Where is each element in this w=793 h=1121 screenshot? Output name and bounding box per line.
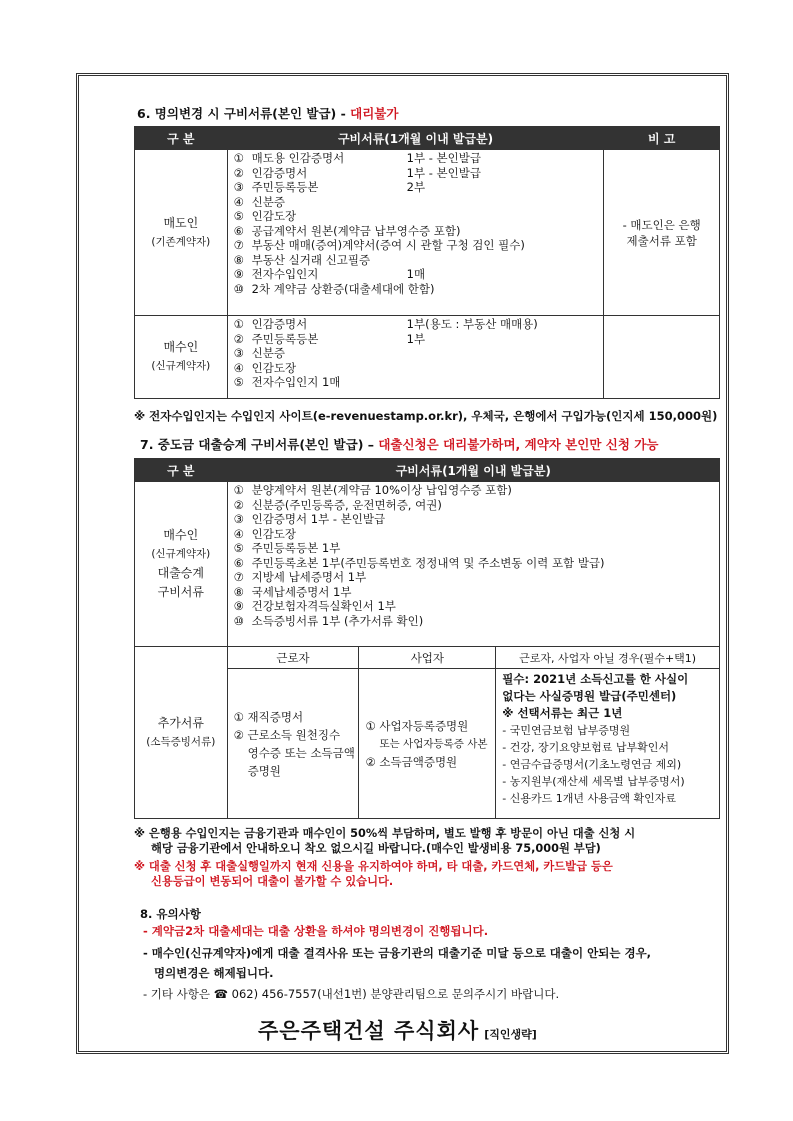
extra-label-cell	[135, 647, 228, 819]
notice-line3: 명의변경은 해제됩니다.	[154, 966, 274, 980]
list-item	[234, 267, 604, 282]
table-row-extra-header	[135, 647, 720, 669]
section-6-title	[137, 104, 398, 122]
section-7-table	[134, 458, 720, 819]
list-item	[234, 166, 604, 181]
header-remarks: 비 고	[604, 127, 720, 150]
other-doc-5: - 신용카드 1개년 사용금액 확인자료	[502, 792, 676, 805]
other-optional-title: ※ 선택서류는 최근 1년	[502, 706, 623, 720]
loan-buyer-label-4: 구비서류	[157, 585, 204, 599]
bank-stamp-note-line2: 해당 금융기관에서 안내하오니 착오 없으시길 바랍니다.(매수인 발생비용 75,000원 부담)	[151, 842, 601, 855]
list-item	[234, 238, 604, 253]
item-name: 인감증명서	[251, 165, 308, 180]
item-number: ⑤	[233, 375, 244, 389]
item-number: ④	[233, 194, 244, 209]
col-header-business: 사업자	[359, 647, 496, 669]
business-doc-2: ② 소득금액증명원	[365, 754, 458, 769]
business-doc-1: ① 사업자등록증명원	[365, 718, 469, 733]
buyer-label: 매수인	[163, 340, 199, 354]
item-quantity: 1부 - 본인발급	[406, 151, 481, 165]
item-name: 인감도장	[251, 526, 297, 541]
list-item	[234, 585, 719, 600]
item-name: 인감증명서 1부 - 본인발급	[251, 512, 386, 526]
seller-label: 매도인	[163, 215, 199, 230]
item-number: ②	[233, 497, 244, 512]
item-name: 공급계약서 원본(계약금 납부영수증 포함)	[251, 223, 461, 238]
list-item	[234, 498, 719, 513]
seller-remark-cell	[604, 150, 720, 316]
list-item	[234, 282, 604, 297]
list-item	[234, 483, 719, 498]
footer	[258, 1015, 537, 1045]
item-number: ②	[233, 165, 244, 180]
buyer-sub-label: (신규계약자)	[151, 360, 211, 372]
item-quantity: 1부	[406, 331, 426, 346]
item-name: 인감도장	[251, 360, 297, 375]
other-doc-4: - 농지원부(재산세 세목별 납부증명서)	[502, 775, 685, 788]
other-required-1: 필수: 2021년 소득신고를 한 사실이	[502, 672, 689, 686]
list-item	[234, 570, 719, 585]
item-number: ⑨	[233, 599, 244, 613]
worker-doc-2: ② 근로소득 원천징수	[233, 727, 341, 742]
buyer-document-list	[228, 316, 604, 391]
item-number: ⑧	[233, 252, 244, 267]
list-item	[234, 195, 604, 210]
bank-stamp-note-line1: ※ 은행용 수입인지는 금융기관과 매수인이 50%씩 부담하며, 별도 발행 후 방문이 아닌 대출 신청 시	[134, 827, 636, 840]
item-name: 부동산 매매(증여)계약서(증여 시 관할 구청 검인 필수)	[251, 238, 525, 252]
buyer-label-cell	[135, 316, 228, 399]
item-number: ①	[233, 317, 244, 331]
worker-documents-cell	[227, 669, 359, 819]
item-name: 건강보험자격득실확인서 1부	[251, 599, 396, 613]
list-item	[234, 151, 604, 166]
section-6-title-text: 6. 명의변경 시 구비서류(본인 발급) -	[137, 106, 351, 121]
section-6-table	[134, 126, 720, 399]
item-name: 국세납세증명서 1부	[251, 584, 352, 599]
item-number: ②	[233, 331, 244, 346]
list-item	[234, 527, 719, 542]
business-documents-cell	[359, 669, 496, 819]
worker-doc-2b: 영수증 또는 소득금액	[247, 745, 355, 760]
list-item	[234, 180, 604, 195]
item-number: ⑨	[233, 267, 244, 281]
item-number: ⑥	[233, 555, 244, 570]
item-number: ⑧	[233, 584, 244, 599]
seller-documents-cell	[227, 150, 604, 316]
item-quantity: 1부(용도 : 부동산 매매용)	[406, 317, 538, 331]
notice-line1: - 계약금2차 대출세대는 대출 상환을 하셔야 명의변경이 진행됩니다.	[143, 924, 489, 938]
item-number: ③	[233, 180, 244, 194]
item-name: 인감도장	[251, 209, 297, 223]
item-number: ⑩	[233, 281, 244, 296]
item-name: 매도용 인감증명서	[251, 151, 345, 165]
item-name: 신분증	[251, 194, 285, 209]
item-name: 신분증(주민등록증, 운전면허증, 여권)	[251, 497, 442, 512]
notice-line2: - 매수인(신규계약자)에게 대출 결격사유 또는 금융기관의 대출기준 미달 등으로 대출이 안되는 경우,	[143, 946, 652, 960]
item-name: 지방세 납세증명서 1부	[251, 570, 367, 584]
credit-warning-note	[134, 859, 613, 889]
section-8-title: 8. 유의사항	[140, 907, 201, 921]
col-header-other: 근로자, 사업자 아닐 경우(필수+택1)	[496, 647, 720, 669]
credit-warning-line2: 신용등급이 변동되어 대출이 불가할 수 있습니다.	[151, 875, 394, 888]
item-name: 주민등록등본	[251, 331, 319, 346]
item-number: ⑦	[233, 570, 244, 584]
seller-remark-line1: - 매도인은 은행	[622, 217, 701, 232]
extra-sub-label: (소득증빙서류)	[146, 735, 216, 748]
item-number: ①	[233, 151, 244, 165]
stamp-note: ※ 전자수입인지는 수입인지 사이트(e-revenuestamp.or.kr), 우체국, 은행에서 구입가능(인지세 150,000원)	[134, 409, 718, 423]
item-number: ④	[233, 360, 244, 375]
notice-line4-suffix: 062) 456-7557(내선1번) 분양관리팀으로 문의주시기 바랍니다.	[228, 987, 560, 1001]
seal-omitted: [직인생략]	[484, 1028, 537, 1041]
list-item	[234, 253, 604, 268]
list-item	[234, 224, 604, 239]
list-item	[234, 512, 719, 527]
loan-document-list	[228, 482, 719, 629]
list-item	[234, 317, 604, 332]
other-documents-cell	[496, 669, 720, 819]
phone-icon: ☎	[213, 987, 228, 1001]
item-name: 전자수입인지 1매	[251, 375, 341, 389]
company-name: 주은주택건설 주식회사	[258, 1019, 480, 1043]
list-item	[234, 346, 604, 361]
item-number: ③	[233, 512, 244, 526]
item-quantity: 2부	[406, 180, 426, 194]
extra-label: 추가서류	[157, 715, 204, 730]
bank-stamp-note	[134, 826, 635, 856]
notice-line4-prefix: - 기타 사항은	[143, 987, 214, 1001]
worker-doc-1: ① 재직증명서	[233, 709, 304, 724]
item-number: ⑤	[233, 209, 244, 223]
worker-doc-2c: 증명원	[247, 763, 281, 778]
list-item	[234, 375, 604, 390]
item-name: 주민등록등본	[251, 180, 319, 194]
table-row-loan-buyer	[135, 482, 720, 647]
seller-document-list	[228, 150, 604, 297]
header-category: 구 분	[135, 459, 228, 482]
other-required-2: 없다는 사실증명원 발급(주민센터)	[502, 689, 677, 703]
list-item	[234, 209, 604, 224]
loan-documents-cell	[227, 482, 719, 647]
item-quantity: 1매	[406, 267, 426, 281]
loan-buyer-sub-label: (신규계약자)	[151, 548, 211, 560]
section-7-title	[140, 435, 658, 453]
table-row-buyer	[135, 316, 720, 399]
buyer-remark-cell	[604, 316, 720, 399]
section-7-title-red: 대출신청은 대리불가하며, 계약자 본인만 신청 가능	[378, 437, 659, 452]
item-name: 분양계약서 원본(계약금 10%이상 납입영수증 포함)	[251, 483, 512, 497]
list-item	[234, 556, 719, 571]
item-name: 소득증빙서류 1부 (추가서류 확인)	[251, 613, 424, 628]
item-number: ③	[233, 346, 244, 360]
list-item	[234, 541, 719, 556]
item-name: 인감증명서	[251, 317, 308, 331]
section-6-title-red: 대리불가	[350, 106, 399, 121]
item-number: ④	[233, 526, 244, 541]
section-7-title-text: 7. 중도금 대출승계 구비서류(본인 발급) –	[140, 437, 379, 452]
item-number: ①	[233, 483, 244, 497]
list-item	[234, 614, 719, 629]
loan-buyer-label-cell	[135, 482, 228, 647]
list-item	[234, 361, 604, 376]
loan-buyer-label-3: 대출승계	[157, 566, 204, 580]
item-number: ⑥	[233, 223, 244, 238]
other-doc-1: - 국민연금보험 납부증명원	[502, 724, 631, 737]
table-row-seller	[135, 150, 720, 316]
item-name: 전자수입인지	[251, 267, 319, 281]
other-doc-2: - 건강, 장기요양보험료 납부확인서	[502, 741, 669, 754]
list-item	[234, 599, 719, 614]
loan-buyer-label: 매수인	[163, 528, 199, 542]
business-doc-1b: 또는 사업자등록증 사본	[379, 737, 488, 750]
credit-warning-line1: ※ 대출 신청 후 대출실행일까지 현재 신용을 유지하여야 하며, 타 대출, 카드연체, 카드발급 등은	[134, 860, 613, 873]
seller-sub-label: (기존계약자)	[151, 235, 211, 248]
header-category: 구 분	[135, 127, 228, 150]
item-number: ⑤	[233, 541, 244, 555]
seller-remark-line2: 제출서류 포함	[626, 233, 697, 248]
item-name: 주민등록초본 1부(주민등록번호 정정내역 및 주소변동 이력 포함 발급)	[251, 555, 605, 570]
col-header-worker: 근로자	[227, 647, 359, 669]
item-name: 2차 계약금 상환증(대출세대에 한함)	[251, 281, 435, 296]
list-item	[234, 332, 604, 347]
item-number: ⑩	[233, 613, 244, 628]
buyer-documents-cell	[227, 316, 604, 399]
item-quantity: 1부 - 본인발급	[406, 165, 481, 180]
item-number: ⑦	[233, 238, 244, 252]
notice-line4	[143, 987, 559, 1002]
item-name: 주민등록등본 1부	[251, 541, 341, 555]
header-documents: 구비서류(1개월 이내 발급분)	[227, 127, 604, 150]
header-documents: 구비서류(1개월 이내 발급분)	[227, 459, 719, 482]
seller-label-cell	[135, 150, 228, 316]
other-doc-3: - 연금수급증명서(기초노령연금 제외)	[502, 758, 682, 771]
item-name: 부동산 실거래 신고필증	[251, 252, 371, 267]
item-name: 신분증	[251, 346, 285, 360]
